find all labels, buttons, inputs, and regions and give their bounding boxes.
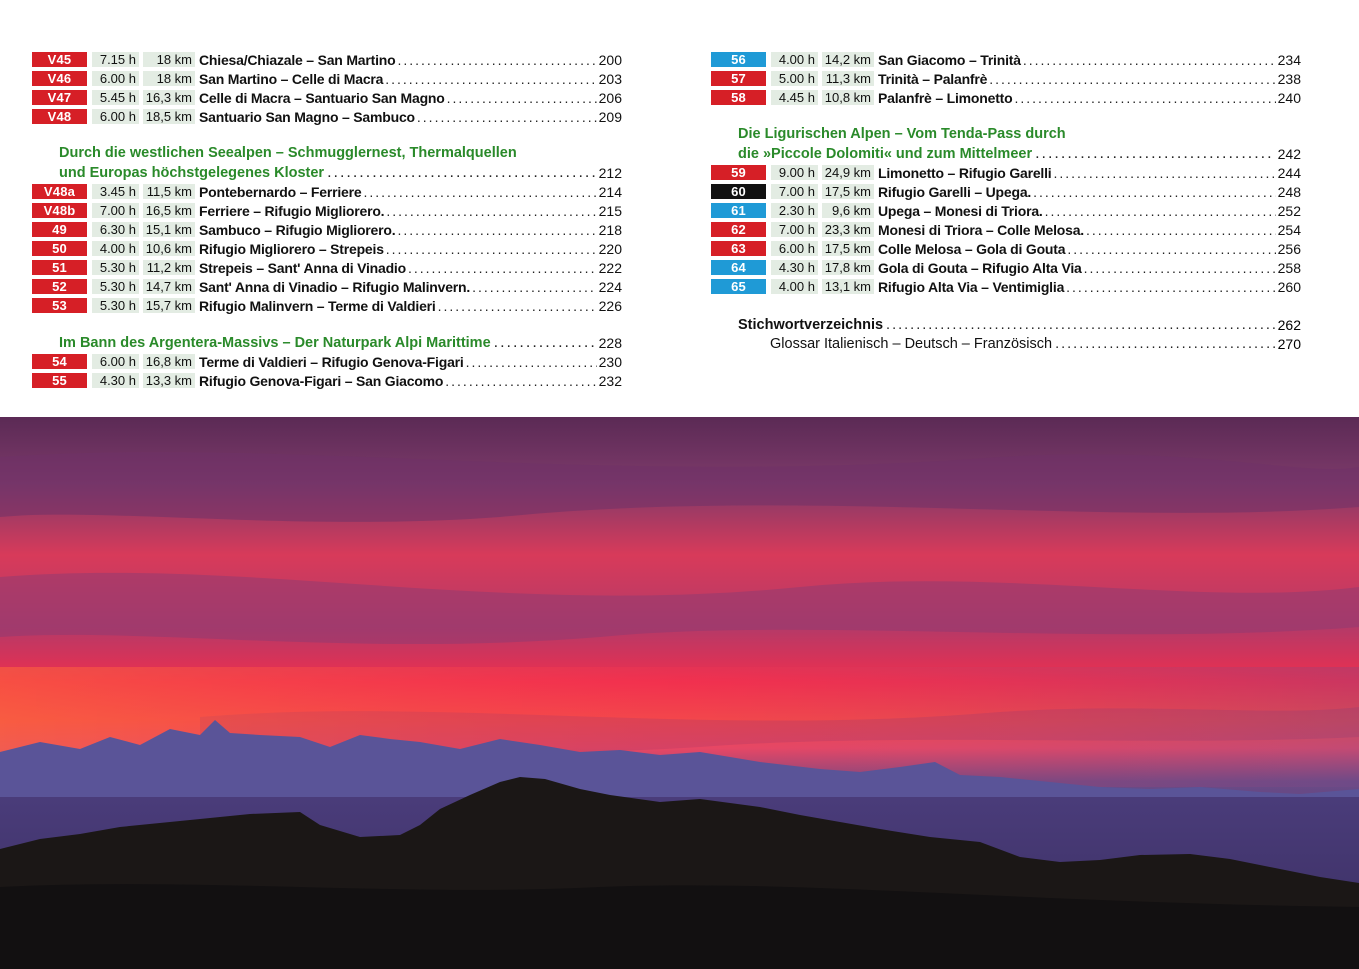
section-heading-westliche-seealpen[interactable] xyxy=(32,144,622,182)
walking-time: 7.00 h xyxy=(92,203,139,218)
page-number: 214 xyxy=(598,183,622,200)
page-number: 215 xyxy=(598,202,622,219)
leader-dots xyxy=(1066,279,1275,295)
tour-title-wrap xyxy=(878,241,1278,257)
leader-dots xyxy=(1054,165,1276,181)
section-heading-argentera[interactable] xyxy=(32,333,622,352)
tour-title: Strepeis – Sant' Anna di Vinadio xyxy=(199,259,406,276)
tour-number-badge: V48a xyxy=(32,184,87,199)
tour-list-group xyxy=(32,50,622,126)
page-number: 254 xyxy=(1277,221,1301,238)
tour-list-group xyxy=(711,50,1301,107)
page-number: 262 xyxy=(1277,316,1301,333)
leader-dots xyxy=(1084,260,1276,276)
leader-dots xyxy=(1035,145,1275,163)
distance: 9,6 km xyxy=(822,203,874,218)
walking-time: 3.45 h xyxy=(92,184,139,199)
tour-number-badge: 54 xyxy=(32,354,87,369)
tour-number-badge: V48b xyxy=(32,203,87,218)
sunset-mountain-photo xyxy=(0,417,1359,969)
toc-right-column xyxy=(711,50,1301,353)
tour-title: San Martino – Celle di Macra xyxy=(199,70,384,87)
distance: 16,8 km xyxy=(143,354,195,369)
tour-row[interactable] xyxy=(32,239,622,258)
distance: 14,2 km xyxy=(822,52,874,67)
section-heading-ligurische-alpen[interactable] xyxy=(711,125,1301,163)
tour-row[interactable] xyxy=(711,69,1301,88)
distance: 13,3 km xyxy=(143,373,195,388)
tour-number-badge: 58 xyxy=(711,90,766,105)
tour-number-badge: 57 xyxy=(711,71,766,86)
walking-time: 4.00 h xyxy=(771,279,818,294)
section-title-line: Im Bann des Argentera-Massivs – Der Naturpark Alpi Marittime xyxy=(59,334,491,351)
page-number: 260 xyxy=(1277,278,1301,295)
tour-title: Rifugio Genova-Figari – San Giacomo xyxy=(199,372,444,389)
distance: 11,5 km xyxy=(143,184,195,199)
distance: 15,1 km xyxy=(143,222,195,237)
leader-dots xyxy=(445,373,596,389)
page-number: 206 xyxy=(598,89,622,106)
tour-number-badge: 56 xyxy=(711,52,766,67)
tour-row[interactable] xyxy=(32,69,622,88)
tour-row[interactable] xyxy=(711,258,1301,277)
leader-dots xyxy=(1023,52,1276,68)
tour-title: Sant' Anna di Vinadio – Rifugio Malinvern. xyxy=(199,278,471,295)
tour-title: Upega – Monesi di Triora. xyxy=(878,202,1043,219)
distance: 23,3 km xyxy=(822,222,874,237)
walking-time: 7.00 h xyxy=(771,184,818,199)
page-number: 234 xyxy=(1277,51,1301,68)
leader-dots xyxy=(408,260,597,276)
tour-number-badge: 55 xyxy=(32,373,87,388)
tour-row[interactable] xyxy=(32,296,622,315)
toc-left-column xyxy=(32,50,622,390)
tour-number-badge: 53 xyxy=(32,298,87,313)
tour-list-group xyxy=(32,352,622,390)
walking-time: 6.00 h xyxy=(92,354,139,369)
leader-dots xyxy=(363,184,596,200)
walking-time: 9.00 h xyxy=(771,165,818,180)
walking-time: 5.30 h xyxy=(92,298,139,313)
tour-title: Santuario San Magno – Sambuco xyxy=(199,108,415,125)
distance: 17,5 km xyxy=(822,184,874,199)
page-number: 244 xyxy=(1277,164,1301,181)
index-section xyxy=(711,315,1301,353)
tour-row[interactable] xyxy=(711,201,1301,220)
tour-number-badge: 61 xyxy=(711,203,766,218)
tour-row[interactable] xyxy=(711,88,1301,107)
leader-dots xyxy=(397,52,596,68)
leader-dots xyxy=(385,71,596,87)
tour-title: Rifugio Garelli – Upega. xyxy=(878,183,1032,200)
tour-title-wrap xyxy=(199,71,599,87)
tour-title-wrap xyxy=(199,222,599,238)
tour-row[interactable] xyxy=(32,258,622,277)
tour-row[interactable] xyxy=(711,277,1301,296)
walking-time: 5.30 h xyxy=(92,279,139,294)
tour-title: San Giacomo – Trinità xyxy=(878,51,1021,68)
tour-title: Sambuco – Rifugio Migliorero. xyxy=(199,221,396,238)
distance: 14,7 km xyxy=(143,279,195,294)
tour-title: Trinità – Palanfrè xyxy=(878,70,988,87)
tour-row[interactable] xyxy=(32,182,622,201)
tour-title: Rifugio Alta Via – Ventimiglia xyxy=(878,278,1065,295)
tour-title-wrap xyxy=(199,52,599,68)
tour-number-badge: 50 xyxy=(32,241,87,256)
tour-row[interactable] xyxy=(32,201,622,220)
distance: 17,8 km xyxy=(822,260,874,275)
tour-title-wrap xyxy=(199,203,599,219)
tour-title-wrap xyxy=(878,260,1278,276)
tour-number-badge: 51 xyxy=(32,260,87,275)
distance: 18 km xyxy=(143,71,195,86)
page-number: 232 xyxy=(598,372,622,389)
distance: 11,3 km xyxy=(822,71,874,86)
tour-title-wrap xyxy=(199,373,599,389)
tour-number-badge: V47 xyxy=(32,90,87,105)
tour-title: Rifugio Malinvern – Terme di Valdieri xyxy=(199,297,436,314)
leader-dots xyxy=(386,241,597,257)
tour-number-badge: V48 xyxy=(32,109,87,124)
tour-title-wrap xyxy=(878,90,1278,106)
tour-title: Limonetto – Rifugio Garelli xyxy=(878,164,1052,181)
tour-title-wrap xyxy=(878,71,1278,87)
tour-title-wrap xyxy=(199,260,599,276)
leader-dots xyxy=(397,222,596,238)
leader-dots xyxy=(386,203,596,219)
walking-time: 5.30 h xyxy=(92,260,139,275)
walking-time: 7.00 h xyxy=(771,222,818,237)
tour-title-wrap xyxy=(199,279,599,295)
distance: 10,8 km xyxy=(822,90,874,105)
page-number: 240 xyxy=(1277,89,1301,106)
page-number: 242 xyxy=(1277,145,1301,162)
tour-row[interactable] xyxy=(32,88,622,107)
tour-title: Colle Melosa – Gola di Gouta xyxy=(878,240,1066,257)
tour-number-badge: 63 xyxy=(711,241,766,256)
tour-number-badge: V46 xyxy=(32,71,87,86)
leader-dots xyxy=(1055,336,1275,352)
walking-time: 2.30 h xyxy=(771,203,818,218)
walking-time: 4.45 h xyxy=(771,90,818,105)
tour-title-wrap xyxy=(878,184,1278,200)
leader-dots xyxy=(1045,203,1276,219)
tour-row[interactable] xyxy=(32,371,622,390)
glossary-entry[interactable] xyxy=(711,334,1301,353)
tour-title-wrap xyxy=(199,354,599,370)
distance: 10,6 km xyxy=(143,241,195,256)
tour-title-wrap xyxy=(199,184,599,200)
tour-title-wrap xyxy=(878,203,1278,219)
tour-title: Terme di Valdieri – Rifugio Genova-Figari xyxy=(199,353,464,370)
walking-time: 6.00 h xyxy=(771,241,818,256)
page-number: 238 xyxy=(1277,70,1301,87)
page-number: 228 xyxy=(598,334,622,351)
tour-title-wrap xyxy=(878,165,1278,181)
tour-row[interactable] xyxy=(711,163,1301,182)
leader-dots xyxy=(1086,222,1276,238)
tour-list-group xyxy=(711,163,1301,296)
page-number: 209 xyxy=(598,108,622,125)
tour-title: Pontebernardo – Ferriere xyxy=(199,183,362,200)
tour-title: Ferriere – Rifugio Migliorero. xyxy=(199,202,385,219)
leader-dots xyxy=(1033,184,1276,200)
leader-dots xyxy=(1067,241,1275,257)
walking-time: 6.30 h xyxy=(92,222,139,237)
leader-dots xyxy=(472,279,597,295)
distance: 11,2 km xyxy=(143,260,195,275)
page-number: 218 xyxy=(598,221,622,238)
tour-title-wrap xyxy=(199,109,599,125)
distance: 13,1 km xyxy=(822,279,874,294)
section-title-line: und Europas höchstgelegenes Kloster xyxy=(59,164,325,181)
section-title-line: Die Ligurischen Alpen – Vom Tenda-Pass durch xyxy=(738,126,1066,142)
page-number: 256 xyxy=(1277,240,1301,257)
tour-title: Chiesa/Chiazale – San Martino xyxy=(199,51,396,68)
page-number: 220 xyxy=(598,240,622,257)
tour-title-wrap xyxy=(878,279,1278,295)
index-label: Stichwortverzeichnis xyxy=(738,316,884,333)
tour-number-badge: 65 xyxy=(711,279,766,294)
page-number: 230 xyxy=(598,353,622,370)
tour-title-wrap xyxy=(199,298,599,314)
distance: 24,9 km xyxy=(822,165,874,180)
index-entry[interactable] xyxy=(711,315,1301,334)
tour-title-wrap xyxy=(199,241,599,257)
page-number: 248 xyxy=(1277,183,1301,200)
walking-time: 6.00 h xyxy=(92,109,139,124)
tour-title-wrap xyxy=(878,222,1278,238)
leader-dots xyxy=(989,71,1275,87)
tour-title: Monesi di Triora – Colle Melosa. xyxy=(878,221,1084,238)
page-number: 258 xyxy=(1277,259,1301,276)
page-number: 252 xyxy=(1277,202,1301,219)
walking-time: 7.15 h xyxy=(92,52,139,67)
leader-dots xyxy=(417,109,597,125)
page-number: 226 xyxy=(598,297,622,314)
walking-time: 5.00 h xyxy=(771,71,818,86)
leader-dots xyxy=(327,164,596,182)
tour-title-wrap xyxy=(878,52,1278,68)
tour-number-badge: 49 xyxy=(32,222,87,237)
distance: 18,5 km xyxy=(143,109,195,124)
tour-number-badge: 60 xyxy=(711,184,766,199)
distance: 18 km xyxy=(143,52,195,67)
tour-row[interactable] xyxy=(32,220,622,239)
distance: 17,5 km xyxy=(822,241,874,256)
section-title-line: die »Piccole Dolomiti« und zum Mittelmeer xyxy=(738,145,1033,162)
tour-number-badge: V45 xyxy=(32,52,87,67)
tour-title: Rifugio Migliorero – Strepeis xyxy=(199,240,384,257)
tour-row[interactable] xyxy=(32,107,622,126)
walking-time: 4.30 h xyxy=(771,260,818,275)
page-number: 222 xyxy=(598,259,622,276)
walking-time: 6.00 h xyxy=(92,71,139,86)
tour-title-wrap xyxy=(199,90,599,106)
tour-row[interactable] xyxy=(32,352,622,371)
page-number: 203 xyxy=(598,70,622,87)
glossary-label: Glossar Italienisch – Deutsch – Französisch xyxy=(770,335,1053,352)
distance: 16,3 km xyxy=(143,90,195,105)
tour-row[interactable] xyxy=(32,50,622,69)
tour-title: Palanfrè – Limonetto xyxy=(878,89,1013,106)
walking-time: 4.00 h xyxy=(771,52,818,67)
section-title-line: Durch die westlichen Seealpen – Schmugglernest, Thermalquellen xyxy=(59,145,517,161)
page-number: 212 xyxy=(598,164,622,181)
tour-number-badge: 52 xyxy=(32,279,87,294)
walking-time: 4.00 h xyxy=(92,241,139,256)
page-number: 270 xyxy=(1277,335,1301,352)
tour-title: Gola di Gouta – Rifugio Alta Via xyxy=(878,259,1082,276)
tour-row[interactable] xyxy=(32,277,622,296)
distance: 16,5 km xyxy=(143,203,195,218)
distance: 15,7 km xyxy=(143,298,195,313)
walking-time: 5.45 h xyxy=(92,90,139,105)
tour-row[interactable] xyxy=(711,50,1301,69)
tour-list-group xyxy=(32,182,622,315)
tour-number-badge: 64 xyxy=(711,260,766,275)
tour-title: Celle di Macra – Santuario San Magno xyxy=(199,89,445,106)
tour-number-badge: 59 xyxy=(711,165,766,180)
tour-row[interactable] xyxy=(711,182,1301,201)
leader-dots xyxy=(447,90,597,106)
tour-row[interactable] xyxy=(711,220,1301,239)
walking-time: 4.30 h xyxy=(92,373,139,388)
leader-dots xyxy=(886,317,1275,333)
leader-dots xyxy=(494,334,596,352)
leader-dots xyxy=(1014,90,1275,106)
leader-dots xyxy=(466,354,597,370)
leader-dots xyxy=(438,298,597,314)
tour-number-badge: 62 xyxy=(711,222,766,237)
page-number: 224 xyxy=(598,278,622,295)
tour-row[interactable] xyxy=(711,239,1301,258)
page-number: 200 xyxy=(598,51,622,68)
